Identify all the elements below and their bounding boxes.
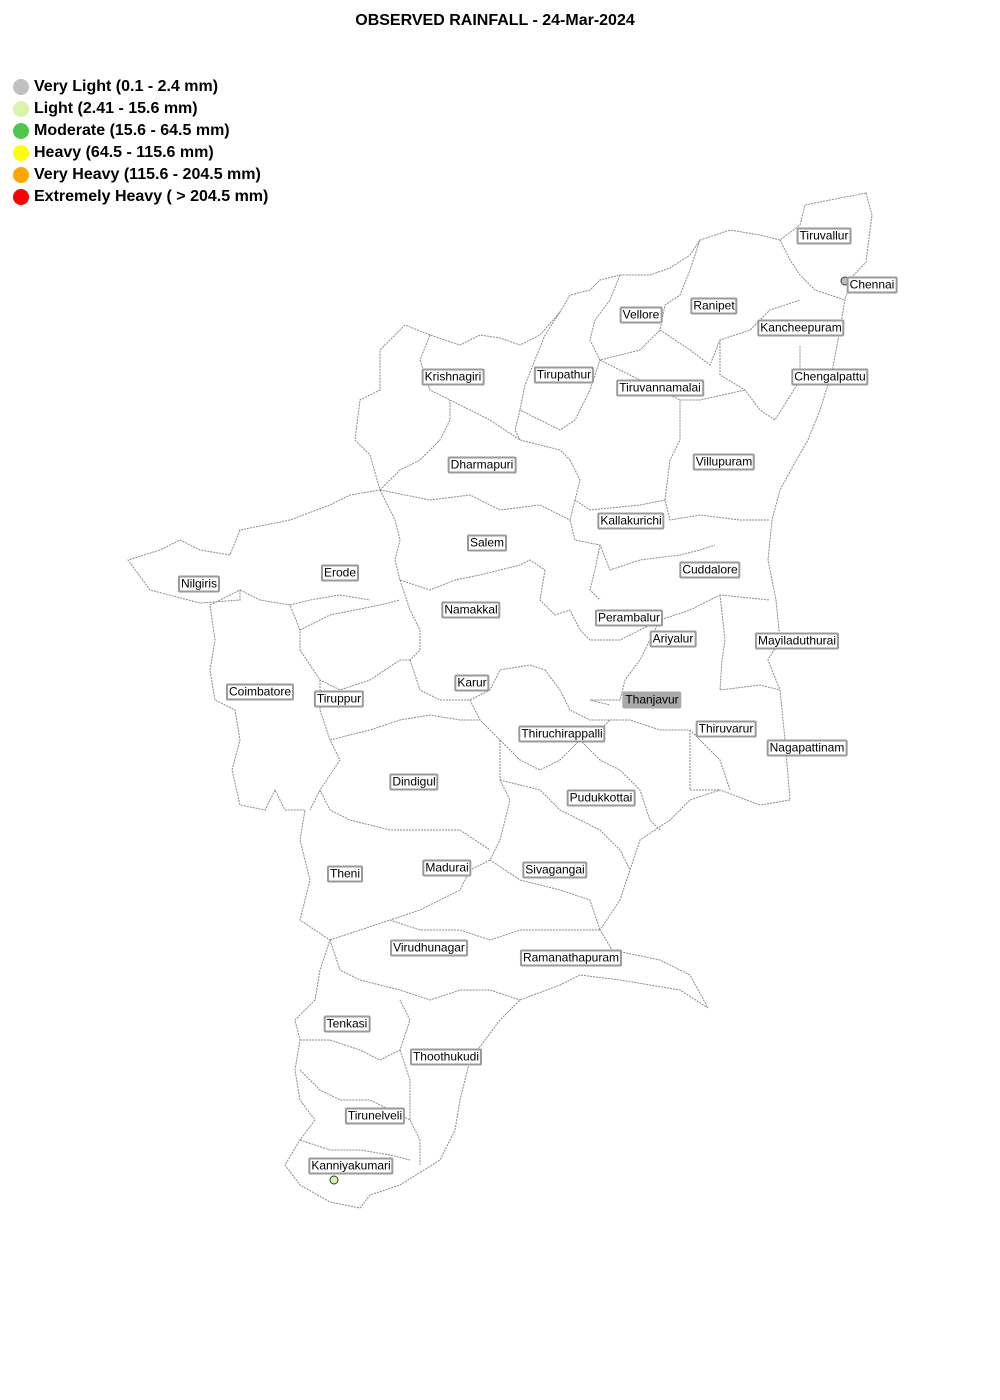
district-label-karur: Karur (454, 675, 489, 692)
district-label-dharmapuri: Dharmapuri (448, 457, 517, 474)
district-label-vellore: Vellore (620, 307, 663, 324)
map-title: OBSERVED RAINFALL - 24-Mar-2024 (355, 12, 635, 29)
district-label-erode: Erode (321, 565, 359, 582)
state-outline (128, 193, 872, 1208)
district-label-salem: Salem (467, 535, 507, 552)
legend-label: Very Heavy (115.6 - 204.5 mm) (34, 166, 261, 183)
district-label-thanjavur: Thanjavur (622, 692, 681, 709)
district-label-namakkal: Namakkal (441, 602, 500, 619)
district-label-kancheepuram: Kancheepuram (757, 320, 844, 337)
district-label-mayiladuthurai: Mayiladuthurai (755, 633, 839, 650)
district-label-sivagangai: Sivagangai (522, 862, 587, 879)
district-label-tenkasi: Tenkasi (324, 1016, 371, 1033)
district-label-theni: Theni (327, 866, 363, 883)
district-label-chennai: Chennai (847, 277, 898, 294)
district-label-tiruvallur: Tiruvallur (797, 228, 852, 245)
district-label-villupuram: Villupuram (693, 454, 755, 471)
kanniyakumari-station (330, 1176, 338, 1184)
district-label-coimbatore: Coimbatore (226, 684, 294, 701)
district-label-krishnagiri: Krishnagiri (422, 369, 485, 386)
legend-label: Light (2.41 - 15.6 mm) (34, 100, 198, 117)
district-label-tiruvannamalai: Tiruvannamalai (616, 380, 704, 397)
district-label-thiruchirappalli: Thiruchirappalli (518, 726, 605, 743)
legend-label: Moderate (15.6 - 64.5 mm) (34, 122, 230, 139)
district-label-virudhunagar: Virudhunagar (390, 940, 468, 957)
district-label-tirupathur: Tirupathur (534, 367, 594, 384)
district-label-cuddalore: Cuddalore (679, 562, 740, 579)
district-label-kanniyakumari: Kanniyakumari (308, 1158, 393, 1175)
district-label-nilgiris: Nilgiris (178, 576, 220, 593)
district-label-madurai: Madurai (422, 860, 471, 877)
district-label-ramanathapuram: Ramanathapuram (520, 950, 622, 967)
district-label-thiruvarur: Thiruvarur (696, 721, 757, 738)
district-label-tiruppur: Tiruppur (314, 691, 364, 708)
legend-label: Very Light (0.1 - 2.4 mm) (34, 78, 219, 95)
district-label-pudukkottai: Pudukkottai (567, 790, 636, 807)
district-label-chengalpattu: Chengalpattu (791, 369, 868, 386)
district-label-tirunelveli: Tirunelveli (345, 1108, 405, 1125)
district-label-ranipet: Ranipet (690, 298, 737, 315)
legend-label: Heavy (64.5 - 115.6 mm) (34, 144, 214, 161)
legend-label: Extremely Heavy ( > 204.5 mm) (34, 188, 269, 205)
district-label-ariyalur: Ariyalur (650, 631, 697, 648)
district-label-dindigul: Dindigul (389, 774, 438, 791)
district-label-nagapattinam: Nagapattinam (767, 740, 848, 757)
district-label-thoothukudi: Thoothukudi (410, 1049, 482, 1066)
district-label-perambalur: Perambalur (595, 610, 663, 627)
district-label-kallakurichi: Kallakurichi (597, 513, 664, 530)
